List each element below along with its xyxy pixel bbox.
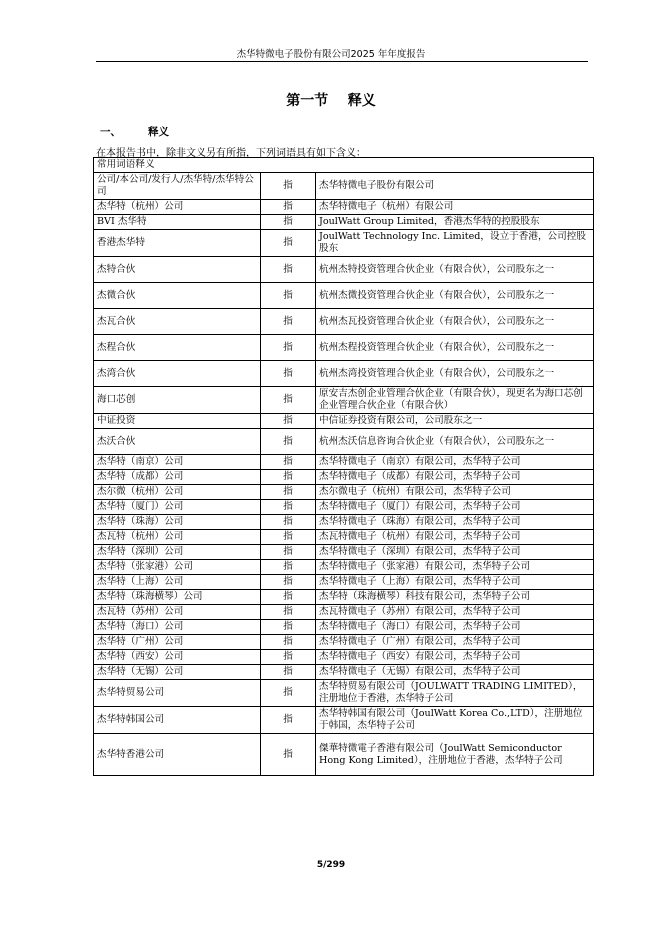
symbol-cell: 指 (261, 335, 316, 361)
symbol-cell: 指 (261, 215, 316, 230)
symbol-cell: 指 (261, 455, 316, 470)
table-row (94, 515, 594, 530)
symbol-cell: 指 (261, 665, 316, 680)
table-row (94, 173, 594, 200)
table-row (94, 309, 594, 335)
section-heading (100, 124, 169, 139)
chapter-title: 第一节 释义 (286, 93, 376, 109)
definition-cell: 杰华特贸易有限公司（JOULWATT TRADING LIMITED），注册地位于香港，杰华特子公司 (316, 680, 594, 707)
table-row (94, 283, 594, 309)
symbol-cell: 指 (261, 635, 316, 650)
term-cell: 杰华特（上海）公司 (94, 575, 261, 590)
term-cell: 杰湾合伙 (94, 361, 261, 387)
symbol-cell: 指 (261, 309, 316, 335)
definition-cell: 中信证券投资有限公司，公司股东之一 (316, 414, 594, 429)
table-row (94, 665, 594, 680)
term-cell: 杰瓦特（苏州）公司 (94, 605, 261, 620)
term-cell: 香港杰华特 (94, 230, 261, 257)
section-number: 一、 (100, 126, 121, 138)
definition-cell: 杭州杰湾投资管理合伙企业（有限合伙），公司股东之一 (316, 361, 594, 387)
definition-cell: 杰尔微电子（杭州）有限公司，杰华特子公司 (316, 485, 594, 500)
term-cell: 杰特合伙 (94, 257, 261, 283)
definition-cell: 杰华特微电子股份有限公司 (316, 173, 594, 200)
symbol-cell: 指 (261, 230, 316, 257)
symbol-cell: 指 (261, 200, 316, 215)
definition-cell: JoulWatt Group Limited，香港杰华特的控股股东 (316, 215, 594, 230)
section-title: 释义 (148, 126, 169, 138)
term-cell: 公司/本公司/发行人/杰华特/杰华特公司 (94, 173, 261, 200)
definition-cell: 杰华特微电子（成都）有限公司，杰华特子公司 (316, 470, 594, 485)
term-cell: 杰华特（广州）公司 (94, 635, 261, 650)
table-row (94, 470, 594, 485)
intro-text: 在本报告书中，除非文义另有所指，下列词语具有如下含义： (96, 148, 366, 159)
definition-cell: 杰华特微电子（无锡）有限公司，杰华特子公司 (316, 665, 594, 680)
definition-cell: 杭州杰沃信息咨询合伙企业（有限合伙），公司股东之一 (316, 429, 594, 455)
term-cell: 海口芯创 (94, 387, 261, 414)
definition-cell: 杰华特微电子（广州）有限公司，杰华特子公司 (316, 635, 594, 650)
symbol-cell: 指 (261, 485, 316, 500)
table-row (94, 429, 594, 455)
symbol-cell: 指 (261, 414, 316, 429)
symbol-cell: 指 (261, 590, 316, 605)
symbol-cell: 指 (261, 545, 316, 560)
table-row (94, 560, 594, 575)
definition-cell: 杰华特微电子（杭州）有限公司 (316, 200, 594, 215)
table-row (94, 215, 594, 230)
definition-cell: 原安吉杰创企业管理合伙企业（有限合伙），现更名为海口芯创企业管理合伙企业（有限合伙） (316, 387, 594, 414)
term-cell: 杰华特（海口）公司 (94, 620, 261, 635)
table-row (94, 387, 594, 414)
term-cell: 杰华特（张家港）公司 (94, 560, 261, 575)
term-cell: 杰微合伙 (94, 283, 261, 309)
symbol-cell: 指 (261, 680, 316, 707)
table-row (94, 200, 594, 215)
definition-cell: 杰华特微电子（张家港）有限公司，杰华特子公司 (316, 560, 594, 575)
symbol-cell: 指 (261, 283, 316, 309)
definition-cell: 杰华特（珠海横琴）科技有限公司，杰华特子公司 (316, 590, 594, 605)
symbol-cell: 指 (261, 530, 316, 545)
table-row (94, 680, 594, 707)
table-row (94, 230, 594, 257)
symbol-cell: 指 (261, 257, 316, 283)
definition-cell: JoulWatt Technology Inc. Limited，设立于香港，公司控股股东 (316, 230, 594, 257)
table-row (94, 707, 594, 734)
symbol-cell: 指 (261, 173, 316, 200)
report-header: 杰华特微电子股份有限公司2025 年年度报告 (236, 49, 426, 60)
table-row (94, 620, 594, 635)
table-row (94, 650, 594, 665)
term-cell: 杰华特（厦门）公司 (94, 500, 261, 515)
term-cell: 杰尔微（杭州）公司 (94, 485, 261, 500)
term-cell: 杰华特（深圳）公司 (94, 545, 261, 560)
definition-cell: 杰华特微电子（厦门）有限公司，杰华特子公司 (316, 500, 594, 515)
table-row (94, 455, 594, 470)
symbol-cell: 指 (261, 620, 316, 635)
table-row (94, 734, 594, 776)
definitions-table (93, 157, 594, 776)
term-cell: 杰华特（无锡）公司 (94, 665, 261, 680)
term-cell: 杰沃合伙 (94, 429, 261, 455)
term-cell: 杰华特（成都）公司 (94, 470, 261, 485)
term-cell: 杰瓦特（杭州）公司 (94, 530, 261, 545)
page-number: 5/299 (316, 860, 346, 870)
term-cell: 杰华特（南京）公司 (94, 455, 261, 470)
table-row (94, 635, 594, 650)
definition-cell: 杭州杰程投资管理合伙企业（有限合伙），公司股东之一 (316, 335, 594, 361)
definition-cell: 杭州杰特投资管理合伙企业（有限合伙），公司股东之一 (316, 257, 594, 283)
term-cell: 杰华特韩国公司 (94, 707, 261, 734)
term-cell: 杰华特（杭州）公司 (94, 200, 261, 215)
definition-cell: 杰华特微电子（珠海）有限公司，杰华特子公司 (316, 515, 594, 530)
table-row (94, 414, 594, 429)
definition-cell: 杰华特微电子（西安）有限公司，杰华特子公司 (316, 650, 594, 665)
header-divider (96, 61, 588, 62)
symbol-cell: 指 (261, 361, 316, 387)
table-row (94, 361, 594, 387)
table-row (94, 500, 594, 515)
term-cell: 杰华特（西安）公司 (94, 650, 261, 665)
definition-cell: 杰瓦特微电子（杭州）有限公司，杰华特子公司 (316, 530, 594, 545)
definition-cell: 杰瓦特微电子（苏州）有限公司，杰华特子公司 (316, 605, 594, 620)
definition-cell: 杰华特微电子（南京）有限公司，杰华特子公司 (316, 455, 594, 470)
table-row (94, 590, 594, 605)
definition-cell: 杭州杰微投资管理合伙企业（有限合伙），公司股东之一 (316, 283, 594, 309)
table-caption-row (94, 158, 594, 173)
definition-cell: 杰华特微电子（海口）有限公司，杰华特子公司 (316, 620, 594, 635)
table-row (94, 545, 594, 560)
definition-cell: 杰华特韩国有限公司（JoulWatt Korea Co.,LTD），注册地位于韩国，杰华特子公司 (316, 707, 594, 734)
definition-cell: 杰华特微电子（深圳）有限公司，杰华特子公司 (316, 545, 594, 560)
table-row (94, 335, 594, 361)
term-cell: 杰华特（珠海）公司 (94, 515, 261, 530)
symbol-cell: 指 (261, 387, 316, 414)
term-cell: 杰瓦合伙 (94, 309, 261, 335)
table-row (94, 575, 594, 590)
symbol-cell: 指 (261, 500, 316, 515)
symbol-cell: 指 (261, 575, 316, 590)
definition-cell: 杭州杰瓦投资管理合伙企业（有限合伙），公司股东之一 (316, 309, 594, 335)
symbol-cell: 指 (261, 650, 316, 665)
table-caption: 常用词语释义 (94, 158, 594, 173)
definitions-table-body (94, 158, 594, 776)
symbol-cell: 指 (261, 560, 316, 575)
term-cell: 中证投资 (94, 414, 261, 429)
symbol-cell: 指 (261, 707, 316, 734)
symbol-cell: 指 (261, 515, 316, 530)
table-row (94, 485, 594, 500)
symbol-cell: 指 (261, 734, 316, 776)
term-cell: 杰华特贸易公司 (94, 680, 261, 707)
term-cell: 杰华特香港公司 (94, 734, 261, 776)
symbol-cell: 指 (261, 429, 316, 455)
symbol-cell: 指 (261, 605, 316, 620)
table-row (94, 530, 594, 545)
table-row (94, 605, 594, 620)
definition-cell: 傑華特微電子香港有限公司（JoulWatt Semiconductor Hong Kong Limited），注册地位于香港，杰华特子公司 (316, 734, 594, 776)
definition-cell: 杰华特微电子（上海）有限公司，杰华特子公司 (316, 575, 594, 590)
term-cell: 杰华特（珠海横琴）公司 (94, 590, 261, 605)
term-cell: BVI 杰华特 (94, 215, 261, 230)
table-row (94, 257, 594, 283)
term-cell: 杰程合伙 (94, 335, 261, 361)
symbol-cell: 指 (261, 470, 316, 485)
